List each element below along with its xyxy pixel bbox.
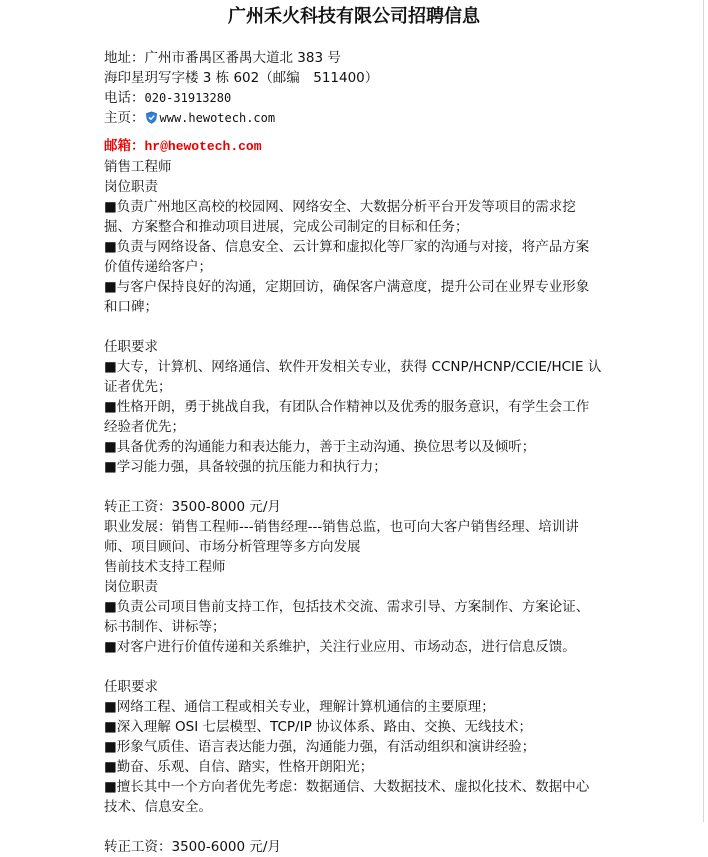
job1-requirement-4: ■学习能力强，具备较强的抗压能力和执行力； <box>104 459 387 475</box>
job1-duty-1: ■负责广州地区高校的校园网、网络安全、大数据分析平台开发等项目的需求挖掘、方案整合和推动项目进展，完成公司制定的目标和任务； <box>104 199 576 235</box>
email-link[interactable]: hr@hewotech.com <box>144 139 262 154</box>
document-body <box>104 48 602 857</box>
address-line-1 <box>104 48 602 68</box>
job2-duty-1: ■负责公司项目售前支持工作，包括技术交流、需求引导、方案制作、方案论证、标书制作、讲标等； <box>104 599 590 635</box>
job-title-sales-engineer: 销售工程师 <box>104 159 172 175</box>
job1-duties-heading: 岗位职责 <box>104 179 158 195</box>
job2-requirement-3: ■形象气质佳、语言表达能力强，沟通能力强，有活动组织和演讲经验； <box>104 739 536 755</box>
job-title-presales-engineer: 售前技术支持工程师 <box>104 559 226 575</box>
phone-line <box>104 88 602 108</box>
job2-requirement-5: ■擅长其中一个方向者优先考虑：数据通信、大数据技术、虚拟化技术、数据中心技术、信息安全。 <box>104 779 590 815</box>
email-line <box>104 136 602 157</box>
job1-duty-3: ■与客户保持良好的沟通，定期回访，确保客户满意度，提升公司在业界专业形象和口碑； <box>104 279 590 315</box>
job2-requirement-1: ■网络工程、通信工程或相关专业，理解计算机通信的主要原理； <box>104 699 495 715</box>
homepage-link[interactable]: www.hewotech.com <box>159 111 276 125</box>
job2-salary: 转正工资：3500-6000 元/月 <box>104 839 281 855</box>
phone-value: 020-31913280 <box>144 91 232 105</box>
job2-requirements-heading: 任职要求 <box>104 679 158 695</box>
job1-requirements-heading: 任职要求 <box>104 339 158 355</box>
job1-requirement-1: ■大专，计算机、网络通信、软件开发相关专业，获得 CCNP/HCNP/CCIE/HCIE 认证者优先； <box>104 359 602 395</box>
job1-duty-2: ■负责与网络设备、信息安全、云计算和虚拟化等厂家的沟通与对接，将产品方案价值传递给客户； <box>104 239 590 275</box>
job2-requirement-4: ■勤奋、乐观、自信、踏实，性格开朗阳光； <box>104 759 374 775</box>
job1-salary: 转正工资：3500-8000 元/月 <box>104 499 281 515</box>
page-title: 广州禾火科技有限公司招聘信息 <box>228 6 480 27</box>
phone-label: 电话： <box>104 90 145 106</box>
job2-requirement-2: ■深入理解 OSI 七层模型、TCP/IP 协议体系、路由、交换、无线技术； <box>104 719 532 735</box>
address-value: 广州市番禺区番禺大道北 383 号 <box>144 50 341 66</box>
address-line-2: 海印星玥写字楼 3 栋 602（邮编 511400） <box>104 70 379 86</box>
job2-duties-heading: 岗位职责 <box>104 579 158 595</box>
homepage-line <box>104 108 602 128</box>
job1-career-path: 职业发展：销售工程师---销售经理---销售总监，也可向大客户销售经理、培训讲师、项目顾问、市场分析管理等多方向发展 <box>104 519 579 555</box>
page-border-line <box>703 0 704 822</box>
homepage-label: 主页： <box>104 110 145 126</box>
job1-requirement-3: ■具备优秀的沟通能力和表达能力，善于主动沟通、换位思考以及倾听； <box>104 439 536 455</box>
address-label: 地址： <box>104 50 145 66</box>
globe-shield-icon <box>145 110 158 123</box>
email-label: 邮箱： <box>104 138 145 154</box>
job1-requirement-2: ■性格开朗，勇于挑战自我，有团队合作精神以及优秀的服务意识，有学生会工作经验者优先； <box>104 399 590 435</box>
job2-duty-2: ■对客户进行价值传递和关系维护，关注行业应用、市场动态，进行信息反馈。 <box>104 639 576 655</box>
